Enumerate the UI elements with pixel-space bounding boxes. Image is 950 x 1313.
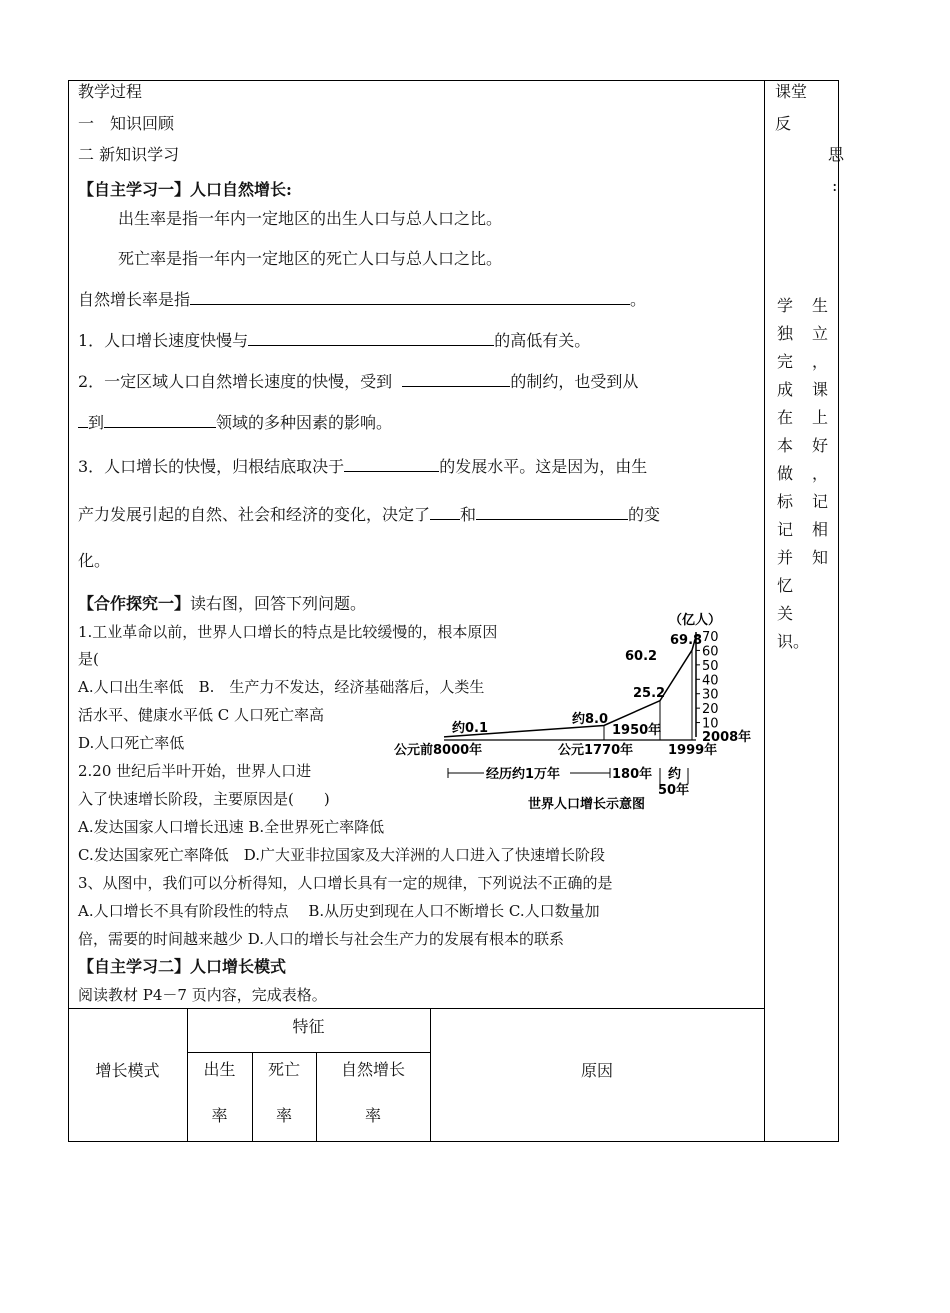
side-a-char-12: 识。 bbox=[777, 632, 810, 651]
s2-q2-option-line2: C.发达国家死亡率降低 D.广大亚非拉国家及大洋洲的人口进入了快速增长阶段 bbox=[78, 846, 605, 864]
question2-line2 bbox=[78, 413, 392, 433]
section2-heading-rest: 读右图，回答下列问题。 bbox=[190, 594, 367, 613]
question3-line3: 化。 bbox=[78, 551, 111, 570]
side-label-4: : bbox=[832, 176, 838, 195]
x-label-3: 1999年 bbox=[668, 743, 718, 758]
page-title: 教学过程 bbox=[78, 82, 143, 101]
table-header-feature: 特征 bbox=[292, 1017, 325, 1036]
part2-label: 二 新知识学习 bbox=[78, 145, 180, 164]
section2-heading-bold: 【合作探究一】 bbox=[78, 594, 191, 613]
s2-q3-line3: 倍，需要的时间越来越少 D.人口的增长与社会生产力的发展有根本的联系 bbox=[78, 930, 565, 948]
question2-blank-2[interactable] bbox=[78, 413, 88, 428]
side-label-3: 思 bbox=[828, 145, 845, 164]
y-tick-label-50: 50 bbox=[702, 658, 719, 674]
side-label-1: 课堂 bbox=[775, 82, 808, 101]
side-b-char-1: 立 bbox=[812, 324, 829, 343]
s2-q3-line1: 3、从图中，我们可以分析得知，人口增长具有一定的规律，下列说法不正确的是 bbox=[78, 874, 613, 892]
point-label-4: 69.8 bbox=[670, 633, 703, 648]
side-b-char-6: ， bbox=[812, 464, 829, 483]
question3-blank-1[interactable] bbox=[344, 457, 439, 472]
side-a-char-9: 并 bbox=[777, 548, 794, 567]
death-rate-definition: 死亡率是指一年内一定地区的死亡人口与总人口之比。 bbox=[118, 249, 503, 268]
side-b-char-7: 记 bbox=[812, 492, 829, 511]
span-label-0: 经历约1万年 bbox=[486, 767, 561, 782]
side-b-char-8: 相 bbox=[812, 520, 829, 539]
section1-heading: 【自主学习一】人口自然增长: bbox=[78, 180, 292, 199]
side-a-char-0: 学 bbox=[777, 296, 794, 315]
x-label-2: 1950年 bbox=[612, 723, 662, 738]
table-sub-birth-b: 率 bbox=[211, 1106, 228, 1125]
s2-q2-option-line1: A.发达国家人口增长迅速 B.全世界死亡率降低 bbox=[78, 818, 385, 836]
point-label-0: 约0.1 bbox=[452, 721, 489, 736]
s2-q1-line2: 是( bbox=[78, 650, 99, 668]
side-a-char-7: 标 bbox=[777, 492, 794, 511]
question2-prefix: 2．一定区域人口自然增长速度的快慢，受到 bbox=[78, 372, 393, 391]
side-a-char-1: 独 bbox=[777, 324, 794, 343]
s2-q2-line1: 2.20 世纪后半叶开始，世界人口进 bbox=[78, 762, 312, 780]
y-tick-label-40: 40 bbox=[702, 673, 719, 689]
y-tick-label-30: 30 bbox=[702, 687, 719, 703]
chart-title: 世界人口增长示意图 bbox=[528, 797, 646, 812]
question2-mid: 的制约，也受到从 bbox=[510, 372, 639, 391]
question2-line bbox=[78, 372, 638, 392]
table-sub-death-a: 死亡 bbox=[267, 1060, 300, 1079]
table-top-border bbox=[68, 1008, 765, 1009]
side-b-char-5: 好 bbox=[812, 436, 829, 455]
side-b-char-2: ， bbox=[812, 352, 829, 371]
side-label-2: 反 bbox=[775, 114, 792, 133]
question3-blank-3[interactable] bbox=[476, 505, 628, 520]
part1-label: 一 知识回顾 bbox=[78, 114, 175, 133]
question3-text-b: 和 bbox=[460, 505, 477, 524]
x-label-0: 公元前8000年 bbox=[394, 743, 483, 758]
question3-blank-2[interactable] bbox=[430, 505, 460, 520]
side-b-char-4: 上 bbox=[812, 408, 829, 427]
y-tick-label-20: 20 bbox=[702, 702, 719, 718]
side-a-char-10: 忆 bbox=[777, 576, 794, 595]
table-header-mode: 增长模式 bbox=[95, 1061, 160, 1080]
side-column-divider bbox=[764, 80, 765, 1142]
question1-prefix: 1．人口增长速度快慢与 bbox=[78, 331, 249, 350]
s2-q3-line2: A.人口增长不具有阶段性的特点 B.从历史到现在人口不断增长 C.人口数量加 bbox=[78, 902, 600, 920]
natural-rate-line bbox=[78, 290, 646, 310]
question3-text-c: 的变 bbox=[628, 505, 661, 524]
side-a-char-8: 记 bbox=[777, 520, 794, 539]
natural-rate-suffix: 。 bbox=[630, 290, 647, 309]
question3-prefix: 3．人口增长的快慢，归根结底取决于 bbox=[78, 457, 345, 476]
question2-blank-3[interactable] bbox=[104, 413, 216, 428]
table-sub-death-b: 率 bbox=[275, 1106, 292, 1125]
y-tick-label-10: 10 bbox=[702, 716, 719, 732]
table-sub-birth-a: 出生 bbox=[203, 1060, 236, 1079]
question2-rest: 领域的多种因素的影响。 bbox=[216, 413, 393, 432]
side-vertical-b bbox=[812, 292, 832, 572]
side-a-char-2: 完 bbox=[777, 352, 794, 371]
side-a-char-6: 做 bbox=[777, 464, 794, 483]
table-feature-underline bbox=[187, 1052, 430, 1053]
question1-line bbox=[78, 331, 590, 351]
x-label-4: 2008年 bbox=[702, 730, 752, 745]
question3-mid: 的发展水平。这是因为，由生 bbox=[439, 457, 648, 476]
span-label-1: 180年 bbox=[612, 767, 653, 782]
section3-instruction: 阅读教材 P4－7 页内容，完成表格。 bbox=[78, 986, 327, 1004]
question2-blank-1[interactable] bbox=[402, 372, 510, 387]
s2-q1-option-line1: A.人口出生率低 B. 生产力不发达，经济基础落后，人类生 bbox=[78, 678, 485, 696]
side-a-char-11: 关 bbox=[777, 604, 794, 623]
span-label-2: 约 bbox=[668, 767, 682, 782]
s2-q2-line2: 入了快速增长阶段，主要原因是( ) bbox=[78, 790, 330, 808]
side-b-char-3: 课 bbox=[812, 380, 829, 399]
table-sub-natural-b: 率 bbox=[364, 1106, 381, 1125]
question1-suffix: 的高低有关。 bbox=[494, 331, 591, 350]
y-tick-label-60: 60 bbox=[702, 644, 719, 660]
natural-rate-prefix: 自然增长率是指 bbox=[78, 290, 191, 309]
side-a-char-4: 在 bbox=[777, 408, 794, 427]
span-label-3: 50年 bbox=[658, 783, 690, 798]
birth-rate-definition: 出生率是指一年内一定地区的出生人口与总人口之比。 bbox=[118, 209, 503, 228]
question3-line bbox=[78, 457, 647, 477]
natural-rate-blank[interactable] bbox=[190, 290, 630, 305]
x-label-1: 公元1770年 bbox=[558, 743, 634, 758]
table-sub-natural-a: 自然增长 bbox=[340, 1060, 405, 1079]
question2-to: 到 bbox=[88, 413, 105, 432]
question3-text-a: 产力发展引起的自然、社会和经济的变化，决定了 bbox=[78, 505, 431, 524]
side-a-char-3: 成 bbox=[777, 380, 794, 399]
section3-heading: 【自主学习二】人口增长模式 bbox=[78, 957, 287, 976]
side-b-char-0: 生 bbox=[812, 296, 829, 315]
side-vertical-a bbox=[777, 292, 810, 656]
question1-blank[interactable] bbox=[248, 331, 494, 346]
question3-line2 bbox=[78, 505, 660, 525]
y-axis-label: （亿人） bbox=[669, 613, 722, 628]
population-chart bbox=[392, 608, 764, 814]
s2-q1-option-line2: 活水平、健康水平低 C 人口死亡率高 bbox=[78, 706, 325, 724]
s2-q1-option-line3: D.人口死亡率低 bbox=[78, 734, 185, 752]
point-label-2: 25.2 bbox=[633, 686, 666, 701]
section2-heading bbox=[78, 594, 366, 614]
side-b-char-9: 知 bbox=[812, 548, 829, 567]
table-header-reason: 原因 bbox=[580, 1061, 613, 1080]
y-tick-label-70: 70 bbox=[702, 630, 719, 645]
side-a-char-5: 本 bbox=[777, 436, 794, 455]
point-label-1: 约8.0 bbox=[572, 712, 609, 727]
point-label-3: 60.2 bbox=[625, 649, 658, 664]
s2-q1-line1: 1.工业革命以前，世界人口增长的特点是比较缓慢的，根本原因 bbox=[78, 623, 498, 641]
